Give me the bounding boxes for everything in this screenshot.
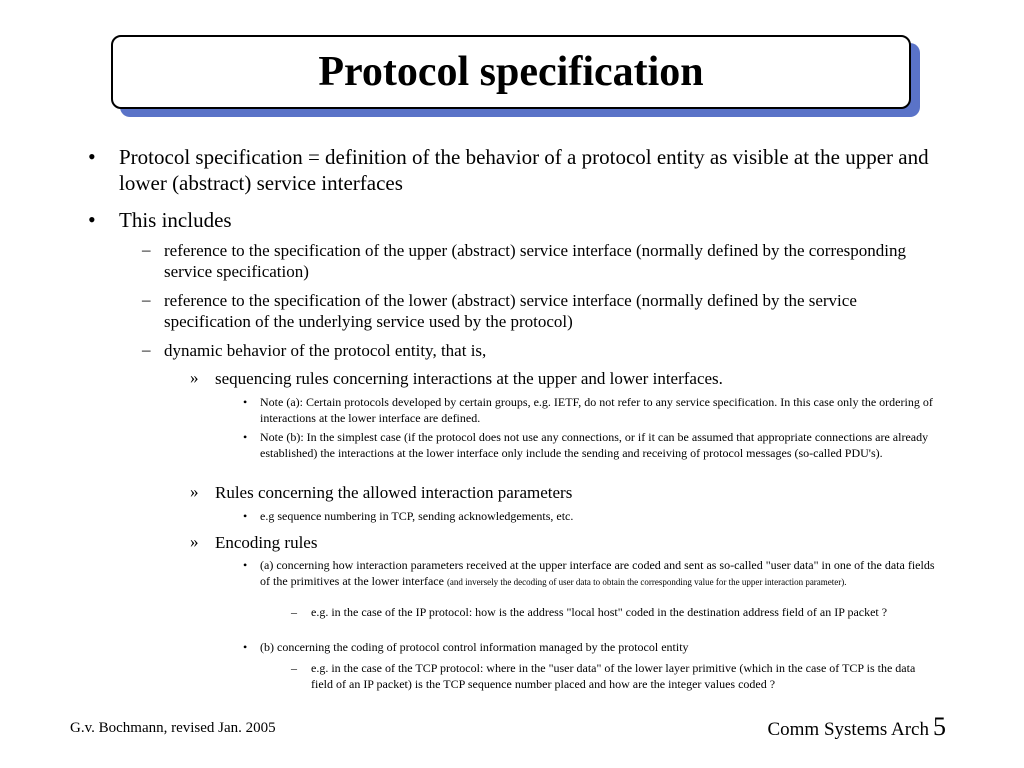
dash-marker: – <box>142 240 151 259</box>
level4-text: (b) concerning the coding of protocol control information managed by the protocol entity <box>260 640 689 654</box>
footer-course <box>767 712 946 742</box>
small-bullet-marker: • <box>243 430 248 444</box>
chevron-marker: » <box>190 482 199 501</box>
encoding-rule-a-note: (and inversely the decoding of user data to obtain the corresponding value for the upper interaction parameter). <box>446 576 847 587</box>
level4-text: e.g sequence numbering in TCP, sending acknowledgements, etc. <box>260 509 574 523</box>
level4-text: Note (a): Certain protocols developed by certain groups, e.g. IETF, do not refer to any service specification. In this case only the ordering of interactions at the lower interface are defined. <box>260 395 933 425</box>
bullet-marker: • <box>88 207 96 232</box>
chevron-marker: » <box>190 368 199 387</box>
level4-text <box>260 558 935 590</box>
sub-bullet-text: reference to the specification of the lower (abstract) service interface (normally defined by the service specification of the underlying service used by the protocol) <box>164 291 857 331</box>
dash-marker: – <box>291 661 297 675</box>
level3-text: sequencing rules concerning interactions at the upper and lower interfaces. <box>215 369 723 388</box>
small-bullet-marker: • <box>243 395 248 409</box>
small-bullet-marker: • <box>243 640 248 654</box>
page-number: 5 <box>933 712 946 741</box>
bullet-marker: • <box>88 144 96 169</box>
title-box <box>111 35 911 109</box>
sub-bullet-text: dynamic behavior of the protocol entity, that is, <box>164 341 487 360</box>
bullet-text: Protocol specification = definition of the behavior of a protocol entity as visible at the upper and lower (abstract) service interfaces <box>119 145 929 195</box>
level4-text: Note (b): In the simplest case (if the protocol does not use any connections, or if it can be assumed that appropriate connections are already established) the interactions at the lower interface only include the sending and receiving of protocol messages (so-called PDU's). <box>260 430 929 460</box>
level5-text: e.g. in the case of the IP protocol: how is the address "local host" coded in the destination address field of an IP packet ? <box>311 605 888 619</box>
dash-marker: – <box>142 340 151 359</box>
level3-text: Encoding rules <box>215 533 318 552</box>
dash-marker: – <box>142 290 151 309</box>
footer-author: G.v. Bochmann, revised Jan. 2005 <box>70 720 276 736</box>
level5-text: e.g. in the case of the TCP protocol: where in the "user data" of the lower layer primitive (which in the case of TCP is the data field of an IP packet) is the TCP sequence number placed and how are the integer values coded ? <box>311 661 916 691</box>
page-title: Protocol specification <box>318 49 704 95</box>
footer-course-name: Comm Systems Arch <box>767 719 929 740</box>
level3-text: Rules concerning the allowed interaction parameters <box>215 483 573 502</box>
small-bullet-marker: • <box>243 558 248 572</box>
sub-bullet-text: reference to the specification of the upper (abstract) service interface (normally defined by the corresponding service specification) <box>164 241 906 281</box>
chevron-marker: » <box>190 532 199 551</box>
encoding-rule-a-text: (a) concerning how interaction parameters received at the upper interface are coded and sent as so-called "user data" in one of the data fields of the primitives at the lower interface <box>260 558 935 588</box>
bullet-text: This includes <box>119 208 232 232</box>
small-bullet-marker: • <box>243 509 248 523</box>
dash-marker: – <box>291 605 297 619</box>
